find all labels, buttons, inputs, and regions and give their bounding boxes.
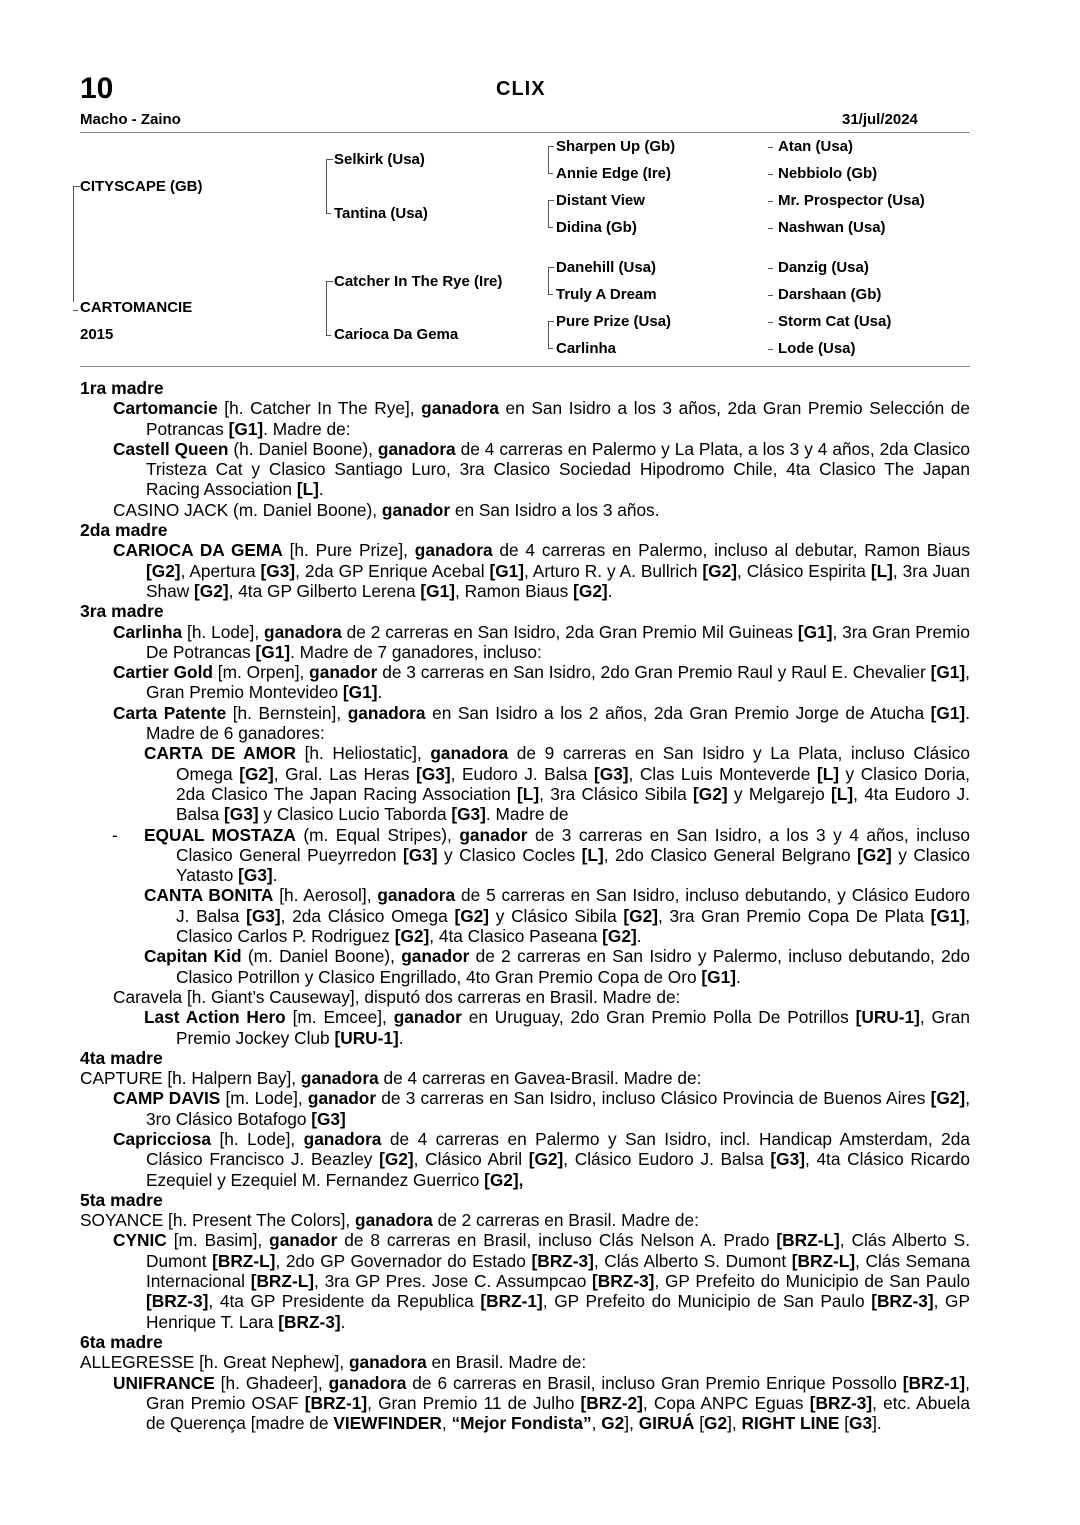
plain-text: y Clasico Lucio Taborda [258,804,452,825]
family-entry [80,398,970,439]
bold-text: [G2] [857,844,892,865]
bold-text: [BRZ-L] [212,1250,276,1271]
plain-text: de 5 carreras en San Isidro, incluso debutando, y Clásico Eudoro J. Balsa [176,885,970,926]
bold-text: [BRZ-2] [580,1392,643,1413]
bold-text: G2 [601,1413,625,1434]
bold-text: Cartomancie [113,398,218,419]
plain-text: ], [624,1413,639,1434]
g4-dash [768,147,773,148]
g4-dash [768,201,773,202]
pedigree-g4: Mr. Prospector (Usa) [778,192,925,209]
family-entry [80,622,970,663]
section-heading: 3ra madre [80,601,164,622]
g2-bracket [326,159,333,214]
family-section [80,378,970,1433]
plain-text: , Ramon Biaus [454,580,574,601]
plain-text: , [441,1413,452,1434]
bold-text: Carlinha [113,621,183,642]
pedigree-g3: Didina (Gb) [556,219,637,236]
family-entry [80,439,970,500]
pedigree-g4: Darshaan (Gb) [778,286,882,303]
plain-text: , Clásico Espirita [736,560,871,581]
plain-text: , 3ra Juan Shaw [146,560,971,601]
bold-text: CARTA DE AMOR [144,743,296,764]
bold-text: ganadora [355,1210,433,1231]
g3-dash [548,348,553,349]
family-entry [80,946,970,987]
plain-text: de 4 carreras en Palermo y San Isidro, incl. Handicap Amsterdam, 2da Clásico Francisco J. Beazley [146,1128,970,1170]
plain-text: , Clás Alberto S. Dumont [593,1250,792,1271]
plain-text: , 4ta Eudoro J. Balsa [176,783,970,825]
pedigree-g3: Pure Prize (Usa) [556,313,672,330]
bold-text: [BRZ-L] [250,1271,315,1292]
section-heading: 4ta madre [80,1047,163,1068]
bold-text: [G2] [394,926,430,947]
bold-text: [G2] [602,926,637,947]
plain-text: . Madre de: [263,418,351,439]
g3-bracket [548,146,554,174]
plain-text: . [340,1311,346,1332]
plain-text: de 4 carreras en Palermo, incluso al debutar, Ramon Biaus [492,540,970,561]
pedigree-g3: Annie Edge (Ire) [556,165,672,182]
bold-text: [L] [816,763,840,784]
plain-text: de 9 carreras en San Isidro y La Plata, incluso Clásico Omega [176,743,970,784]
family-entry [80,540,970,601]
bold-text: [G2] [702,560,737,581]
pedigree-year: 2015 [80,326,114,343]
plain-text: de 2 carreras en Brasil. Madre de: [432,1210,699,1231]
g2-dash [326,213,331,214]
bold-text: [G1] [489,560,525,581]
bold-text: Cartier Gold [113,662,213,683]
section-heading: 6ta madre [80,1331,163,1352]
plain-text: , Apertura [180,560,261,581]
bold-text: ganador [393,1007,462,1028]
family-entry [80,1210,970,1230]
plain-text: , 4ta Clásico Ricardo Ezequiel y Ezequiel M. Fernandez Guerrico [146,1149,970,1190]
bold-text: [G1] [701,966,736,987]
plain-text: , 4ta Clasico Paseana [429,926,603,947]
plain-text: , GP Henrique T. Lara [146,1291,970,1332]
bold-text: [BRZ-3] [592,1271,655,1292]
sire-dam-bracket [73,186,80,302]
family-entry [80,1088,970,1129]
header-rule [80,132,970,133]
family-entry [80,703,970,744]
bold-text: ganadora [377,438,456,459]
plain-text: , [591,1413,602,1434]
family-entry [80,662,970,703]
plain-text: [ [839,1413,850,1434]
plain-text: . Madre de [485,804,569,825]
bold-text: [G1] [930,662,966,683]
plain-text: , etc. Abuela de Querença [madre de [146,1392,970,1434]
bold-text: [G2] [930,1088,966,1109]
bold-text: [G3] [260,560,296,581]
bold-text: Castell Queen [113,438,229,459]
family-entry [80,743,970,824]
plain-text: . [318,479,324,500]
pedigree-g2: Catcher In The Rye (Ire) [334,273,503,290]
bold-text: [G2] [454,905,490,926]
plain-text: , 3ra Gran Premio De Potrancas [146,621,970,662]
bold-text: [BRZ-3] [531,1250,594,1271]
g2-bracket [326,281,333,336]
family-entry [80,885,970,946]
bold-text: ganadora [328,1372,407,1393]
bold-text: [G3] [238,865,273,886]
plain-text: en Uruguay, 2do Gran Premio Polla De Potrillos [461,1007,856,1028]
pedigree-sire: CITYSCAPE (GB) [80,178,203,195]
bold-text: [BRZ-3] [809,1392,873,1413]
g3-bracket [548,321,554,349]
bold-text: ganador [381,499,451,520]
bold-text: [G3] [224,804,259,825]
plain-text: [ [694,1413,704,1434]
bold-text: [G1] [342,682,378,703]
plain-text: Caravela [h. Giant’s Causeway], disputó dos carreras en Brasil. Madre de: [113,986,681,1007]
pedigree-g3: Danehill (Usa) [556,259,657,276]
plain-text: y Clasico Doria, 2da Clasico The Japan Racing Association [176,763,970,804]
g4-dash [768,349,773,350]
plain-text: (m. Equal Stripes), [295,824,460,845]
bold-text: [URU-1] [855,1007,920,1028]
bold-text: ganadora [414,540,493,561]
plain-text: [m. Lode], [220,1088,308,1109]
plain-text: , 3ro Clásico Botafogo [146,1088,970,1129]
bold-text: RIGHT LINE [741,1413,840,1434]
pedigree-g4: Nashwan (Usa) [778,219,886,236]
bold-text: Last Action Hero [144,1007,286,1028]
plain-text: de 3 carreras en San Isidro, incluso Clásico Provincia de Buenos Aires [376,1088,931,1109]
plain-text: , 2do Clasico General Belgrano [603,844,858,865]
pedigree-g4: Lode (Usa) [778,340,856,357]
bold-text: [G3] [246,905,281,926]
plain-text: de 8 carreras en Brasil, incluso Clás Nelson A. Prado [337,1230,777,1251]
plain-text: . [735,966,741,987]
bold-text: ganadora [430,743,509,764]
pedigree-g4: Danzig (Usa) [778,259,869,276]
plain-text: . [272,865,278,886]
plain-text: en San Isidro a los 2 años, 2da Gran Premio Jorge de Atucha [425,702,931,723]
pedigree-g4: Storm Cat (Usa) [778,313,892,330]
plain-text: , GP Prefeito do Municipio de San Paulo [542,1291,872,1312]
plain-text: , 4ta GP Presidente da Republica [208,1291,481,1312]
plain-text: [m. Orpen], [212,662,310,683]
plain-text: , Clásico Eudoro J. Balsa [563,1149,771,1170]
plain-text: de 2 carreras en San Isidro, 2da Gran Premio Mil Guineas [341,621,798,642]
dam-dash [73,310,78,311]
bold-text: [L] [517,783,540,804]
plain-text: , Gran Premio OSAF [146,1372,970,1413]
family-entry [80,987,970,1007]
g3-bracket [548,267,554,295]
bold-text: [G1] [930,702,966,723]
plain-text: . [636,926,642,947]
plain-text: , 3ra Gran Premio Copa De Plata [657,905,931,926]
plain-text: , Gran Premio Jockey Club [176,1007,970,1048]
pedigree-rule [80,366,970,367]
bold-text: VIEWFINDER [333,1413,442,1434]
bold-text: [G1] [228,418,264,439]
bold-text: ganadora [348,1352,427,1373]
bold-text: [BRZ-1] [902,1372,966,1393]
plain-text: (h. Daniel Boone), [228,438,378,459]
plain-text: , Clás Semana Internacional [146,1250,970,1292]
plain-text: en San Isidro a los 3 años. [450,499,660,520]
bold-text: [BRZ-L] [791,1250,856,1271]
plain-text: de 6 carreras en Brasil, incluso Gran Premio Enrique Possollo [406,1372,903,1393]
g3-dash [548,173,553,174]
plain-text: CAPTURE [h. Halpern Bay], [80,1068,301,1089]
bold-text: G3 [849,1413,873,1434]
plain-text: de 4 carreras en Palermo y La Plata, a los 3 y 4 años, 2da Clasico Tristeza Cat y Clasico Santiago Luro, 3ra Clasico Sociedad Hipodromo Chile, 4ta Clasico The Japan Racing Association [146,438,971,500]
plain-text: [h. Ghadeer], [214,1372,329,1393]
bold-text: [G2] [528,1149,564,1170]
pedigree-g3: Truly A Dream [556,286,657,303]
bold-text: [URU-1] [334,1027,399,1048]
plain-text: en Brasil. Madre de: [426,1352,587,1373]
plain-text: y Clasico Yatasto [176,844,970,886]
lot-number: 10 [80,72,114,105]
family-entry [80,1352,970,1372]
bold-text: UNIFRANCE [113,1372,215,1393]
bold-text: [G1] [420,580,455,601]
bold-text: [BRZ-3] [871,1291,934,1312]
bold-text: Capricciosa [113,1128,211,1149]
pedigree-g2: Selkirk (Usa) [334,151,425,168]
bold-text: CAMP DAVIS [113,1088,221,1109]
plain-text: , 3ra GP Pres. Jose C. Assumpcao [314,1271,593,1292]
plain-text: , 4ta GP Gilberto Lerena [228,580,421,601]
bold-text: ganador [269,1230,338,1251]
plain-text: , Gran Premio 11 de Julho [367,1392,581,1413]
bold-text: [BRZ-L] [776,1230,840,1251]
bold-text: [G1] [930,905,966,926]
plain-text: . Madre de 6 ganadores: [146,702,970,744]
plain-text: en San Isidro a los 3 años, 2da Gran Premio Selección de Potrancas [146,398,971,439]
bold-text: ganadora [264,621,342,642]
section-heading: 2da madre [80,520,168,541]
g4-dash [768,174,773,175]
bold-text: [G1] [797,621,833,642]
bold-text: [G2] [623,905,658,926]
family-entry [80,500,970,520]
bold-text: [BRZ-3] [146,1291,209,1312]
plain-text: ], [727,1413,742,1434]
plain-text: (m. Daniel Boone), [241,946,402,967]
family-entry: - EQUAL MOSTAZA (m. Equal Stripes), ganador de 3 carreras en San Isidro, a los 3 y 4 años, incluso Clasico General Pueyrredon [G3] y Clasico Cocles [L], 2do Clasico General Belgrano [G2] y Clasico Yatasto [G3]. [112,824,970,886]
bold-text: ganador [459,824,528,845]
plain-text: [h. Bernstein], [226,702,348,723]
pedigree-g2: Carioca Da Gema [334,326,459,343]
plain-text: ]. [872,1413,882,1434]
pedigree-g4: Atan (Usa) [778,138,854,155]
g3-bracket [548,200,554,228]
plain-text: y Melgarejo [727,783,832,804]
plain-text: [h. Pure Prize], [282,540,415,561]
plain-text: de 2 carreras en San Isidro y Palermo, incluso debutando, 2do Clasico Potrillon y Clasico Engrillado, 4to Gran Premio Copa de Oro [176,946,970,987]
bold-text: [G3] [416,763,451,784]
plain-text: , Clás Alberto S. Dumont [146,1230,970,1271]
plain-text: de 3 carreras en San Isidro, 2do Gran Premio Raul y Raul E. Chevalier [377,662,931,683]
g2-dash [326,335,331,336]
bold-text: Carta Patente [113,702,227,723]
bold-text: [G2] [239,763,274,784]
bold-text: [G2] [379,1149,414,1170]
bold-text: [G2] [573,580,608,601]
plain-text: [h. Lode], [210,1128,304,1149]
catalog-date: 31/jul/2024 [842,111,918,128]
family-entry [80,1068,970,1088]
plain-text: . [377,682,383,703]
plain-text: , Gral. Las Heras [273,763,417,784]
plain-text: y Clásico Sibila [489,905,624,926]
g4-dash [768,228,773,229]
pedigree-g2: Tantina (Usa) [334,205,428,222]
g4-dash [768,295,773,296]
g4-dash [768,322,773,323]
plain-text: , Eudoro J. Balsa [450,763,594,784]
plain-text: , 2da Clásico Omega [280,905,455,926]
family-entry [80,1373,970,1434]
plain-text: , 2da GP Enrique Acebal [295,560,490,581]
plain-text: , Clas Luis Monteverde [628,763,817,784]
plain-text: . [398,1027,404,1048]
plain-text: [h. Heliostatic], [295,743,431,764]
plain-text: de 3 carreras en San Isidro, a los 3 y 4 años, incluso Clasico General Pueyrredon [176,824,970,865]
bold-text: [G3] [311,1108,346,1129]
bold-text: G2 [704,1413,728,1434]
section-heading: 5ta madre [80,1189,163,1210]
plain-text: SOYANCE [h. Present The Colors], [80,1210,356,1231]
plain-text: ALLEGRESSE [h. Great Nephew], [80,1352,349,1373]
pedigree-g3: Sharpen Up (Gb) [556,138,676,155]
pedigree-g4: Nebbiolo (Gb) [778,165,878,182]
bold-text: [L] [581,844,604,865]
sex-color: Macho - Zaino [80,111,181,128]
plain-text: [h. Catcher In The Rye], [217,398,422,419]
bold-text: ganadora [347,702,426,723]
plain-text: , Gran Premio Montevideo [146,662,970,703]
plain-text: , Arturo R. y A. Bullrich [524,560,703,581]
pedigree-g3: Distant View [556,192,645,209]
pedigree-dam: CARTOMANCIE [80,299,193,316]
plain-text: , Clásico Abril [413,1149,529,1170]
plain-text: [h. Aerosol], [273,885,378,906]
bold-text: ganadora [300,1068,379,1089]
bold-text: GIRUÁ [638,1413,695,1434]
bold-text: EQUAL MOSTAZA [144,824,296,845]
section-heading: 1ra madre [80,378,164,398]
plain-text: [m. Basim], [166,1230,270,1251]
bold-text: [G3] [451,804,486,825]
plain-text: , GP Prefeito do Municipio de San Paulo [654,1271,970,1292]
g4-dash [768,268,773,269]
plain-text: . [607,580,613,601]
bold-text: Capitan Kid [144,946,242,967]
plain-text: . Madre de 7 ganadores, incluso: [290,641,542,662]
bold-text: ganadora [303,1128,382,1149]
bold-text: [BRZ-3] [278,1311,341,1332]
bold-text: [G2] [194,580,229,601]
bold-text: [G1] [255,641,291,662]
bold-text: ganador [401,946,470,967]
bold-text: [G2] [146,560,181,581]
plain-text: de 4 carreras en Gavea-Brasil. Madre de: [378,1068,702,1089]
bold-text: [BRZ-1] [304,1392,368,1413]
plain-text: , 2do GP Governador do Estado [275,1250,532,1271]
plain-text: y Clasico Cocles [437,844,582,865]
bold-text: [G3] [593,763,629,784]
horse-name: CLIX [496,78,546,100]
g3-dash [548,227,553,228]
bold-text: [L] [831,783,854,804]
bold-text: CYNIC [113,1230,167,1251]
bold-text: CANTA BONITA [144,885,274,906]
family-entry [80,1129,970,1190]
bold-text: , [518,1169,524,1190]
family-entry [80,1230,970,1331]
bold-text: ganador [309,662,378,683]
bold-text: [BRZ-1] [480,1291,543,1312]
bold-text: ganador [307,1088,377,1109]
plain-text: , Clasico Carlos P. Rodriguez [176,905,971,947]
bold-text: [L] [870,560,893,581]
plain-text: [m. Emcee], [285,1007,394,1028]
bold-text: [G2] [693,783,728,804]
bold-text: [L] [296,479,319,500]
bold-text: CARIOCA DA GEMA [113,540,283,561]
pedigree-g3: Carlinha [556,340,617,357]
plain-text: [h. Lode], [182,621,265,642]
family-entry [80,1007,970,1048]
plain-text: , 3ra Clásico Sibila [539,783,694,804]
bold-text: ganadora [377,885,456,906]
bold-text: [G3] [770,1149,805,1170]
plain-text: CASINO JACK (m. Daniel Boone), [113,499,382,520]
bold-text: ganadora [421,398,499,419]
bold-text: [G3] [402,844,438,865]
plain-text: , Copa ANPC Eguas [642,1392,810,1413]
bold-text: “Mejor Fondista” [451,1413,592,1434]
g3-dash [548,294,553,295]
bold-text: [G2] [484,1169,519,1190]
